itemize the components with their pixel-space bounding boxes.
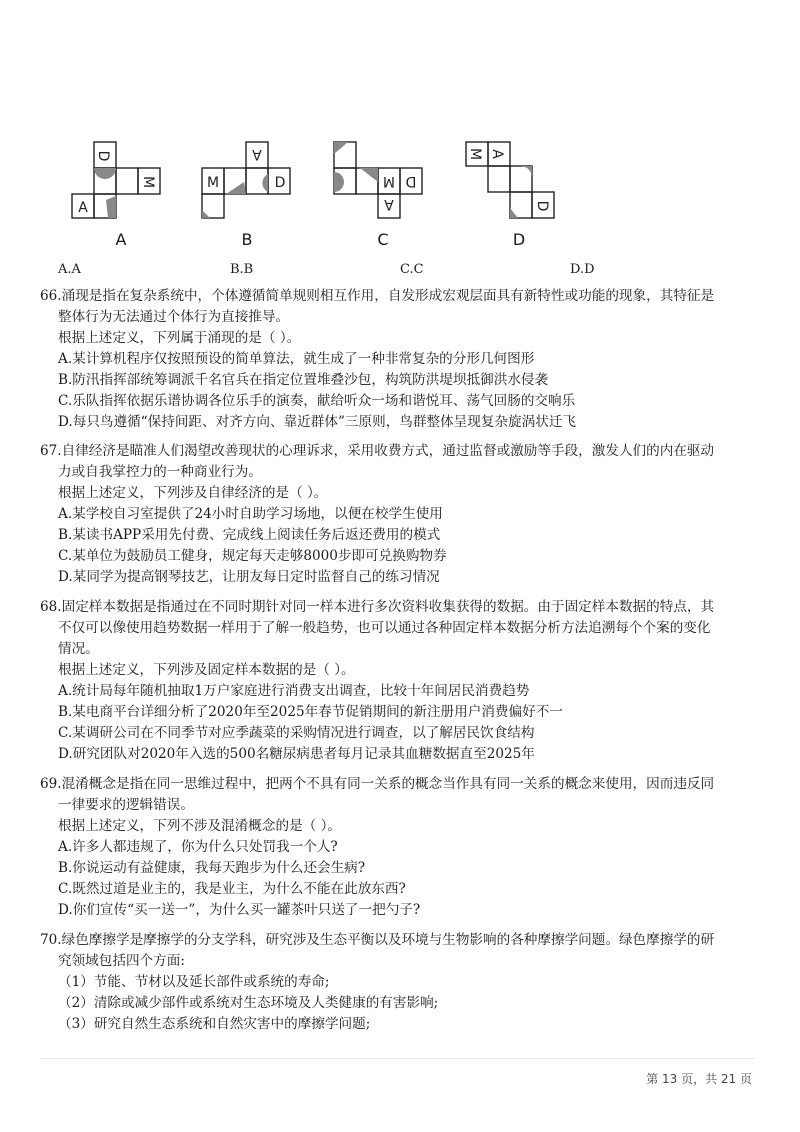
net-label-b: B [241, 230, 253, 249]
choice-a: A.某计算机程序仅按照预设的简单算法，就生成了一种非常复杂的分形几何图形 [58, 351, 535, 367]
cube-net-b-drawing [196, 140, 316, 220]
net-label-a: A [115, 230, 127, 249]
choice-c: C.某单位为鼓励员工健身，规定每天走够8000步即可兑换购物券 [58, 548, 447, 564]
question-stem-cont: 不仅可以像使用趋势数据一样用于了解一般趋势，也可以通过各种固定样本数据分析方法追溯每个个案的变化 [58, 620, 711, 636]
choice-b: B.某读书APP采用先付费、完成线上阅读任务后返还费用的模式 [58, 527, 441, 543]
svg-text:M: M [382, 173, 396, 189]
question-stem: 67.自律经济是瞄准人们渴望改善现状的心理诉求，采用收费方式，通过监督或激励等手段，激发人们的内在驱动 [40, 443, 715, 459]
choice-a: A.某学校自习室提供了24小时自助学习场地，以便在校学生使用 [58, 506, 443, 522]
cube-net-b [196, 140, 316, 249]
choice-b: B.防汛指挥部统筹调派千名官兵在指定位置堆叠沙包，构筑防洪堤坝抵御洪水侵袭 [58, 372, 549, 388]
question-prompt: 根据上述定义，下列属于涌现的是（ ）。 [58, 330, 301, 346]
question-69 [40, 774, 752, 921]
choice-b: B.你说运动有益健康，我每天跑步为什么还会生病? [58, 860, 366, 876]
question-70 [40, 930, 752, 1035]
question-stem-cont: 整体行为无法通过个体行为直接推导。 [58, 309, 290, 325]
svg-text:D: D [95, 150, 111, 162]
choice-c: C.某调研公司在不同季节对应季蔬菜的采购情况进行调查，以了解居民饮食结构 [58, 725, 535, 741]
question-stem: 66.涌现是指在复杂系统中，个体遵循简单规则相互作用，自发形成宏观层面具有新特性或功能的现象，其特征是 [40, 288, 715, 304]
question-68 [40, 597, 752, 765]
question-stem-cont: 力或自我掌控力的一种商业行为。 [58, 464, 262, 480]
question-stem: 70.绿色摩擦学是摩擦学的分支学科，研究涉及生态平衡以及环境与生物影响的各种摩擦学问题。绿色摩擦学的研 [40, 932, 715, 948]
choice-c: C.既然过道是业主的，我是业主，为什么不能在此放东西? [58, 881, 406, 897]
cube-net-figure [58, 140, 578, 250]
svg-text:A: A [252, 146, 262, 162]
option-d: D.D [570, 262, 595, 277]
svg-text:M: M [467, 147, 483, 161]
cube-net-c-drawing [328, 140, 448, 220]
answer-options-row [58, 262, 758, 282]
question-stem: 69.混淆概念是指在同一思维过程中，把两个不具有同一关系的概念当作具有同一关系的概念来使用，因而违反同 [40, 776, 715, 792]
choice-d: D.研究团队对2020年入选的500名糖尿病患者每月记录其血糖数据直至2025年 [58, 746, 535, 762]
svg-text:A: A [384, 196, 394, 212]
cube-net-d-drawing [460, 140, 580, 220]
choice-c: C.乐队指挥依据乐谱协调各位乐手的演奏，献给听众一场和谐悦耳、荡气回肠的交响乐 [58, 393, 576, 409]
question-prompt: 根据上述定义，下列涉及自律经济的是（ ）。 [58, 485, 328, 501]
list-item-1: （1）节能、节材以及延长部件或系统的寿命; [58, 974, 330, 990]
svg-text:A: A [489, 149, 505, 159]
cube-net-a [66, 140, 176, 249]
svg-text:D: D [405, 173, 417, 189]
question-stem-cont: 一律要求的逻辑错误。 [58, 797, 194, 813]
choice-b: B.某电商平台详细分析了2020年至2025年春节促销期间的新注册用户消费偏好不一 [58, 704, 563, 720]
choice-d: D.每只鸟遵循“保持间距、对齐方向、靠近群体”三原则，鸟群整体呈现复杂旋涡状迁飞 [58, 414, 577, 430]
cube-net-c [328, 140, 448, 249]
question-prompt: 根据上述定义，下列涉及固定样本数据的是（ ）。 [58, 662, 355, 678]
choice-a: A.许多人都违规了，你为什么只处罚我一个人? [58, 839, 338, 855]
svg-text:D: D [534, 200, 550, 212]
page-number: 第 13 页，共 21 页 [646, 1072, 752, 1086]
question-stem: 68.固定样本数据是指通过在不同时期针对同一样本进行多次资料收集获得的数据。由于固定样本数据的特点，其 [40, 599, 715, 615]
cube-net-d [460, 140, 580, 249]
question-stem-cont: 究领域包括四个方面: [58, 953, 185, 969]
question-67 [40, 441, 752, 588]
list-item-2: （2）清除或减少部件或系统对生态环境及人类健康的有害影响; [58, 995, 439, 1011]
cube-net-a-drawing [66, 140, 176, 220]
question-stem-cont-2: 情况。 [58, 641, 99, 657]
svg-text:M: M [206, 175, 220, 191]
option-c: C.C [400, 262, 424, 277]
choice-a: A.统计局每年随机抽取1万户家庭进行消费支出调查，比较十年间居民消费趋势 [58, 683, 530, 699]
option-a: A.A [58, 262, 81, 277]
svg-text:M: M [140, 175, 156, 189]
net-label-d: D [512, 230, 526, 249]
question-66 [40, 286, 752, 433]
question-prompt: 根据上述定义，下列不涉及混淆概念的是（ ）。 [58, 818, 341, 834]
list-item-3: （3）研究自然生态系统和自然灾害中的摩擦学问题; [58, 1016, 371, 1032]
svg-text:D: D [274, 175, 286, 191]
choice-d: D.你们宣传“买一送一”，为什么买一罐茶叶只送了一把勺子? [58, 902, 421, 918]
option-b: B.B [230, 262, 254, 277]
choice-d: D.某同学为提高钢琴技艺，让朋友每日定时监督自己的练习情况 [58, 569, 440, 585]
footer-divider [40, 1058, 755, 1059]
net-label-c: C [377, 230, 389, 249]
svg-text:A: A [78, 200, 88, 216]
